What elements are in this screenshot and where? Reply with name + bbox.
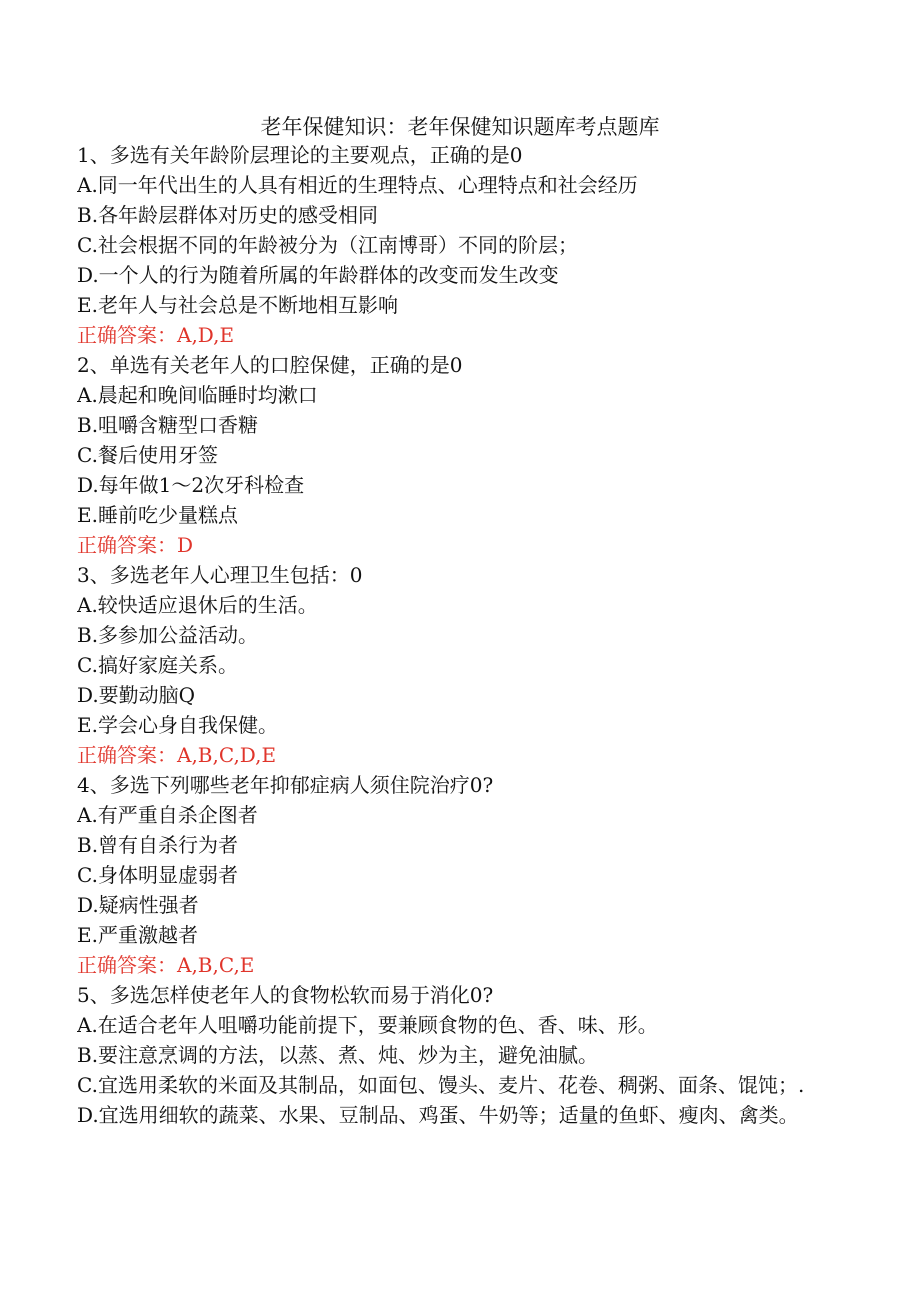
document-title: 老年保健知识：老年保健知识题库考点题库	[260, 115, 660, 139]
question-stem: 1、多选有关年龄阶层理论的主要观点，正确的是0	[77, 143, 523, 167]
question-stem: 4、多选下列哪些老年抑郁症病人须住院治疗0?	[77, 773, 494, 797]
option-c: C.社会根据不同的年龄被分为（江南博哥）不同的阶层；	[77, 233, 578, 257]
option-b: B.咀嚼含糖型口香糖	[77, 413, 259, 437]
question-stem: 2、单选有关老年人的口腔保健，正确的是0	[77, 353, 463, 377]
option-a: A.较快适应退休后的生活。	[77, 593, 318, 617]
correct-answer	[77, 740, 827, 770]
option-d: D.一个人的行为随着所属的年龄群体的改变而发生改变	[77, 263, 559, 287]
correct-answer	[77, 950, 827, 980]
option-d: D.疑病性强者	[77, 893, 199, 917]
answer-value: A,D,E	[177, 323, 235, 347]
answer-label: 正确答案：	[77, 743, 177, 767]
option-b: B.各年龄层群体对历史的感受相同	[77, 203, 379, 227]
question-2	[77, 350, 827, 560]
question-3	[77, 560, 827, 770]
question-stem: 3、多选老年人心理卫生包括：0	[77, 563, 363, 587]
option-a: A.在适合老年人咀嚼功能前提下，要兼顾食物的色、香、味、形。	[77, 1013, 658, 1037]
option-d: D.每年做1～2次牙科检查	[77, 473, 305, 497]
answer-value: A,B,C,D,E	[177, 743, 277, 767]
option-c: C.餐后使用牙签	[77, 443, 218, 467]
correct-answer	[77, 320, 827, 350]
option-e: E.严重激越者	[77, 923, 198, 947]
option-a: A.晨起和晚间临睡时均漱口	[77, 383, 318, 407]
answer-value: A,B,C,E	[177, 953, 255, 977]
option-e: E.老年人与社会总是不断地相互影响	[77, 293, 398, 317]
option-d: D.要勤动脑Q	[77, 683, 196, 707]
question-list	[77, 140, 827, 1130]
correct-answer	[77, 530, 827, 560]
option-e: E.睡前吃少量糕点	[77, 503, 238, 527]
question-stem: 5、多选怎样使老年人的食物松软而易于消化0?	[77, 983, 494, 1007]
option-c: C.宜选用柔软的米面及其制品，如面包、馒头、麦片、花卷、稠粥、面条、馄饨；.	[77, 1073, 805, 1097]
option-b: B.曾有自杀行为者	[77, 833, 239, 857]
option-b: B.多参加公益活动。	[77, 623, 259, 647]
option-e: E.学会心身自我保健。	[77, 713, 278, 737]
question-4	[77, 770, 827, 980]
option-c: C.搞好家庭关系。	[77, 653, 238, 677]
option-b: B.要注意烹调的方法，以蒸、煮、炖、炒为主，避免油腻。	[77, 1043, 599, 1067]
answer-value: D	[177, 533, 194, 557]
question-5	[77, 980, 827, 1130]
answer-label: 正确答案：	[77, 533, 177, 557]
question-1	[77, 140, 827, 350]
option-a: A.同一年代出生的人具有相近的生理特点、心理特点和社会经历	[77, 173, 638, 197]
answer-label: 正确答案：	[77, 323, 177, 347]
answer-label: 正确答案：	[77, 953, 177, 977]
option-a: A.有严重自杀企图者	[77, 803, 258, 827]
option-d: D.宜选用细软的蔬菜、水果、豆制品、鸡蛋、牛奶等；适量的鱼虾、瘦肉、禽类。	[77, 1103, 799, 1127]
option-c: C.身体明显虚弱者	[77, 863, 238, 887]
